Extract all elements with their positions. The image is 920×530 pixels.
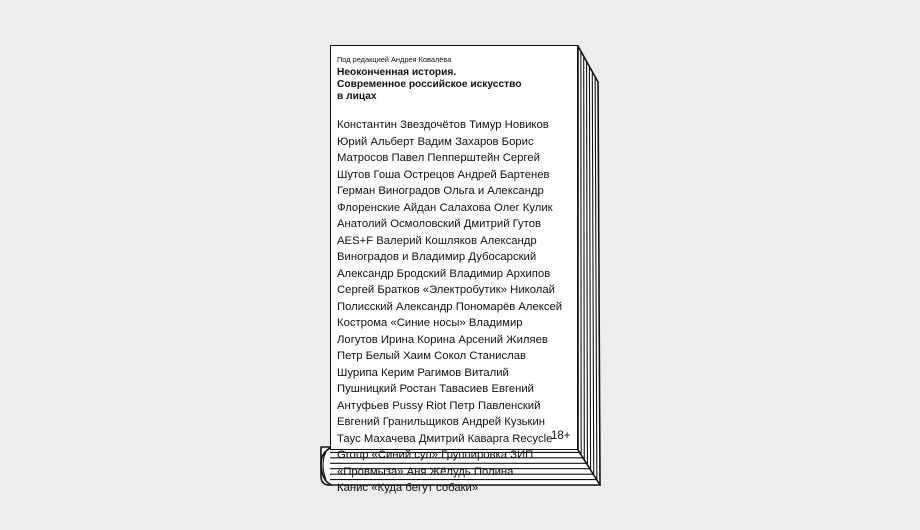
title-line: Современное российское искусство — [337, 79, 522, 90]
names-line: Константин Звездочётов Тимур Новиков — [337, 119, 549, 131]
names-line: Анатолий Осмоловский Дмитрий Гутов — [337, 218, 541, 230]
names-line: Пушницкий Ростан Тавасиев Евгений — [337, 383, 534, 395]
title-line: Неоконченная история. — [337, 67, 457, 78]
names-line: Логутов Ирина Корина Арсений Жиляев — [337, 333, 548, 346]
names-line: Евгений Гранильщиков Андрей Кузькин — [337, 416, 546, 428]
names-line: Сергей Братков «Электробутик» Николай — [337, 284, 555, 296]
names-line: Виноградов и Владимир Дубосарский — [337, 251, 537, 263]
names-line: Таус Махачева Дмитрий Каварга Recycle — [337, 432, 553, 445]
names-line: AES+F Валерий Кошляков Александр — [337, 234, 537, 247]
names-line: Юрий Альберт Вадим Захаров Борис — [337, 135, 534, 148]
artist-names — [337, 117, 577, 497]
names-line: Петр Белый Хаим Сокол Станислав — [337, 350, 526, 362]
names-line: Александр Бродский Владимир Архипов — [337, 267, 551, 280]
book-title — [337, 67, 573, 103]
title-line: в лицах — [337, 91, 377, 102]
names-line: Матросов Павел Пепперштейн Сергей — [337, 152, 540, 164]
names-line: Group «Синий суп» Группировка ЗИП — [337, 449, 534, 461]
names-line: Канис «Куда бегут собаки» — [337, 482, 479, 494]
names-line: Флоренские Айдан Салахова Олег Кулик — [337, 201, 553, 214]
names-line: Шутов Гоша Острецов Андрей Бартенев — [337, 168, 550, 181]
age-rating: 18+ — [551, 430, 571, 442]
names-line: Кострома «Синие носы» Владимир — [337, 317, 523, 329]
names-line: Полисский Александр Пономарёв Алексей — [337, 300, 563, 313]
names-line: Шурипа Керим Рагимов Виталий — [337, 366, 509, 379]
fore-edge-line — [584, 56, 585, 460]
names-line: Антуфьев Pussy Riot Петр Павленский — [337, 399, 541, 412]
book-cover — [330, 45, 578, 494]
names-line: «Провмыза» Аня Жёлудь Полина — [337, 465, 514, 478]
names-line: Герман Виноградов Ольга и Александр — [337, 185, 544, 197]
editor-credit: Под редакцией Андрея Ковалёва — [337, 55, 452, 64]
